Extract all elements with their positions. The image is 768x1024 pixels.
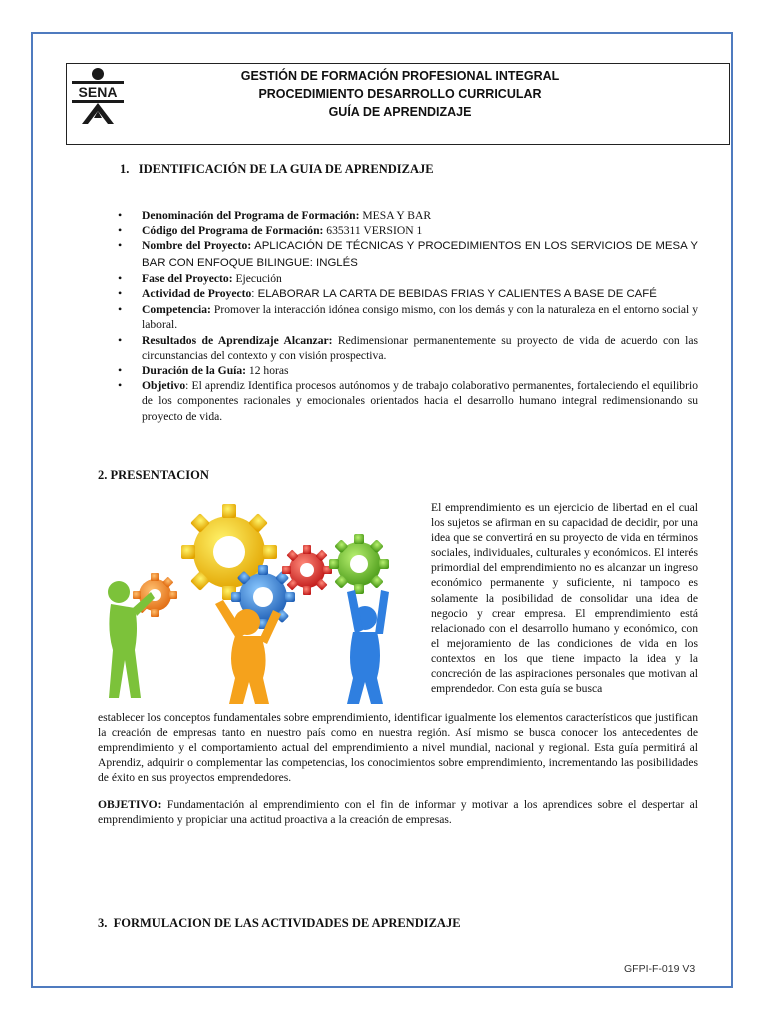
list-item: • Competencia: Promover la interacción idónea consigo mismo, con los demás y con la naturaleza en el entorno social y laboral. [116,302,698,332]
list-item: • Actividad de Proyecto: ELABORAR LA CARTA DE BEBIDAS FRIAS Y CALIENTES A BASE DE CAFÉ [116,286,698,302]
list-item: • Duración de la Guía: 12 horas [116,363,698,378]
section3-title: 3. FORMULACION DE LAS ACTIVIDADES DE APRENDIZAJE [98,916,461,930]
gears-teamwork-illustration [97,500,419,705]
objective-label: OBJETIVO: [98,798,162,811]
list-item: • Fase del Proyecto: Ejecución [116,271,698,286]
presentation-text-right: El emprendimiento es un ejercicio de libertad en el cual los sujetos se afirman en su capacidad de decidir, por una idea que se convertirá en su proyecto de vida en términos sociales, individuales, culturales y económicos. El interés primordial del emprendimiento no es alcanzar un ingreso económico permanente y suficiente, ni tampoco es solamente la posibilidad de consolidar una idea de negocio y crear empresa. El emprendimiento está relacionado con el desarrollo humano y económico, con el mejoramiento de las condiciones de vida en los contextos en los que tiene impacto la idea y la concreción de las aspiraciones personales que motivan al emprendedor. Con esta guía se busca [431,501,698,696]
sena-logo [68,66,128,128]
list-item: • Objetivo: El aprendiz Identifica procesos autónomos y de trabajo colaborativo permanentes, fortaleciendo el equilibrio de los componentes racionales y emocionales orientados hacia el desarrollo humano integral redimensionando su proyecto de vida. [116,378,698,424]
header-line-3: GUÍA DE APRENDIZAJE [328,105,472,119]
list-item: • Nombre del Proyecto: APLICACIÓN DE TÉCNICAS Y PROCEDIMIENTOS EN LOS SERVICIOS DE MESA Y BAR CON ENFOQUE BILINGUE: INGLÉS [116,238,698,270]
green-person-figure [108,581,155,698]
red-gear-icon [282,545,332,595]
identification-list [116,208,698,424]
header-line-1: GESTIÓN DE FORMACIÓN PROFESIONAL INTEGRAL [240,69,560,83]
header-title-block [140,67,660,121]
section2-title: 2. PRESENTACION [98,468,209,482]
list-item: • Resultados de Aprendizaje Alcanzar: Redimensionar permanentemente su proyecto de vida de acuerdo con las circunstancias del contexto y con visión prospectiva. [116,333,698,363]
list-item: • Denominación del Programa de Formación: MESA Y BAR [116,208,698,223]
presentation-text-bottom: establecer los conceptos fundamentales sobre emprendimiento, identificar igualmente los elementos característicos que justifican la creación de empresas tanto en nuestro país como en nuestra región. Así mismo se busca conocer los antecedentes de emprendimiento y el comportamiento actual del emprendimiento a nivel mundial, nacional y regional. Esta guía permitirá al Aprendiz, adquirir o complementar las competencias, los conocimientos sobre emprendimiento, incrementando las posibilidades de éxito en sus proyectos emprendedores. [98,711,698,785]
section1-title: 1. IDENTIFICACIÓN DE LA GUIA DE APRENDIZAJE [120,162,434,176]
green-gear-icon [329,534,389,594]
blue-person-figure [347,590,389,704]
footer-code: GFPI-F-019 V3 [624,963,696,975]
header-line-2: PROCEDIMIENTO DESARROLLO CURRICULAR [258,87,542,101]
objective-paragraph [98,797,698,827]
objective-text: Fundamentación al emprendimiento con el fin de informar y motivar a los aprendices sobre el despertar al emprendimiento y propiciar una actitud proactiva a la creación de empresas. [98,798,698,827]
orange-person-figure [215,600,281,704]
list-item: • Código del Programa de Formación: 635311 VERSION 1 [116,223,698,238]
logo-text: SENA [78,84,118,100]
